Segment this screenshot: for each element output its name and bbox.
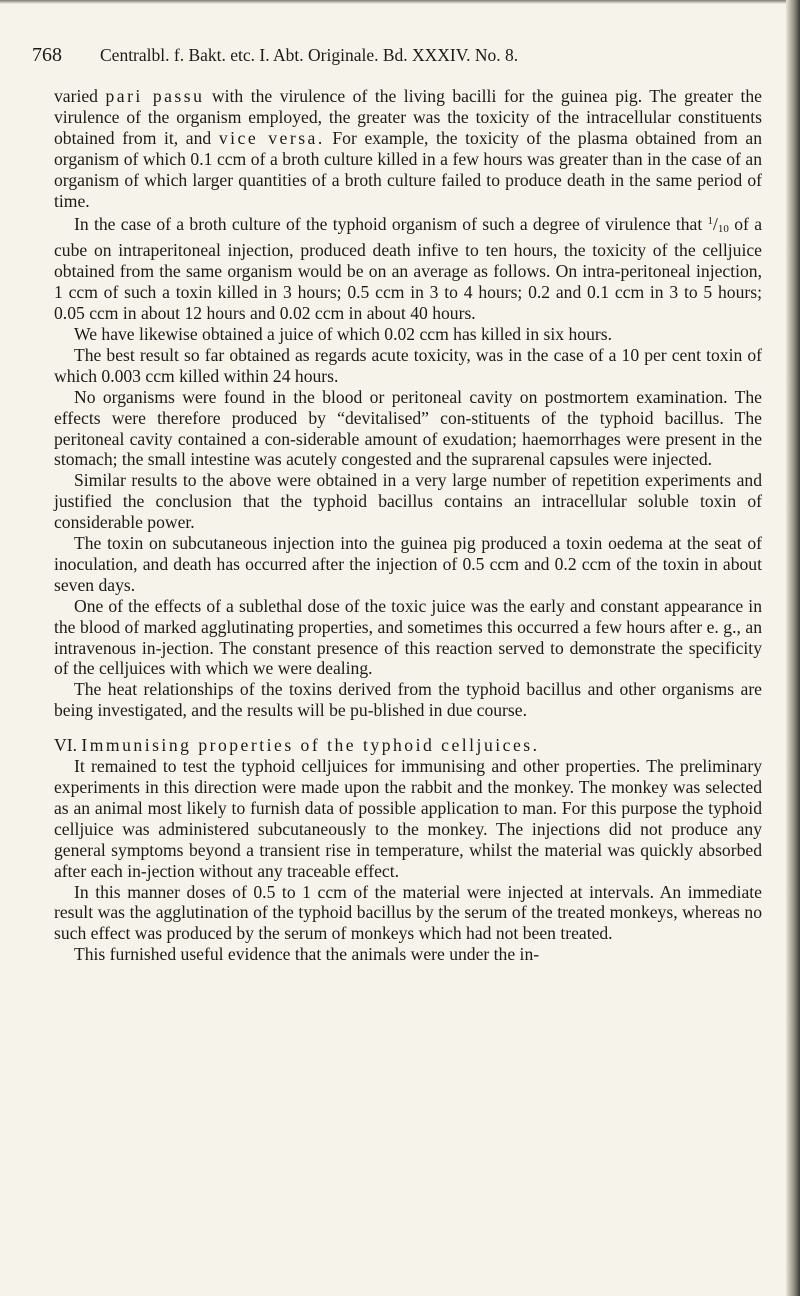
spaced-phrase: pari passu <box>105 86 205 106</box>
page-binding-edge <box>786 0 800 1296</box>
paragraph-group-1 <box>54 86 762 721</box>
running-head: Centralbl. f. Bakt. etc. I. Abt. Originale. Bd. XXXIV. No. 8. <box>100 45 519 65</box>
paragraph <box>54 387 762 471</box>
section-heading <box>54 735 762 756</box>
section-number: VI. <box>54 735 77 756</box>
paragraph <box>54 882 762 945</box>
paragraph <box>54 756 762 881</box>
text-run: The best result so far obtained as regards acute toxicity, was in the case of a 10 per cent toxin of which 0.003 ccm killed within 24 hours. <box>54 344 762 386</box>
text-run: One of the effects of a sublethal dose of the toxic juice was the early and constant appearance in the blood of marked agglutinating properties, and sometimes this occurred a few hours after e. g., an intravenous in-jection. The constant presence of this reaction served to demonstrate the specificity of the celljuices with which we were dealing. <box>54 595 762 679</box>
page-header <box>32 44 752 74</box>
paragraph <box>54 679 762 721</box>
paragraph <box>54 211 762 324</box>
spaced-phrase: vice versa. <box>218 127 325 148</box>
paragraph <box>54 345 762 387</box>
paragraph <box>54 944 762 965</box>
paragraph-group-2 <box>54 756 762 965</box>
text-run: The toxin on subcutaneous injection into the guinea pig produced a toxin oedema at the seat of inoculation, and death has occurred after the injection of 0.5 ccm and 0.2 ccm of the toxin in about seven days. <box>54 533 762 595</box>
body-text <box>54 86 762 965</box>
page-number: 768 <box>32 44 62 66</box>
paragraph <box>54 324 762 345</box>
text-run: In this manner doses of 0.5 to 1 ccm of the material were injected at intervals. An immediate result was the agglutination of the typhoid bacillus by the serum of the treated monkeys, whereas no such effect was produced by the serum of monkeys which had not been treated. <box>54 881 762 944</box>
text-run: For example, the toxicity of the plasma obtained from an organism of which 0.1 ccm of a broth culture killed in a few hours was greater than in the case of an organism of which larger quantities of a broth culture failed to produce death in the same period of time. <box>54 127 762 211</box>
text-run: The heat relationships of the toxins derived from the typhoid bacillus and other organisms are being investigated, and the results will be pu-blished in due course. <box>54 679 762 721</box>
text-run: This furnished useful evidence that the animals were under the in- <box>74 944 540 965</box>
section-gap <box>54 721 762 735</box>
paragraph <box>54 470 762 533</box>
text-run: No organisms were found in the blood or peritoneal cavity on postmortem examination. The effects were therefore produced by “devitalised” con-stituents of the typhoid bacillus. The peritoneal cavity contained a con-siderable amount of exudation; haemorrhages were present in the stomach; the small intestine was acutely congested and the suprarenal capsules were injected. <box>54 386 762 470</box>
text-run: In the case of a broth culture of the typhoid organism of such a degree of virulence that <box>74 214 708 235</box>
text-run: We have likewise obtained a juice of which 0.02 ccm has killed in six hours. <box>74 323 612 344</box>
text-run: with the virulence of the living bacilli for the guinea pig. The greater the virulence of the organism employed, the greater was the toxicity of the intracellular constituents obtained from it, and <box>54 86 762 148</box>
text-run: It remained to test the typhoid celljuices for immunising and other properties. The preliminary experiments in this direction were made upon the rabbit and the monkey. The monkey was selected as an animal most likely to furnish data of possible application to man. For this purpose the typhoid celljuice was administered subcutaneously to the monkey. The injections did not produce any general symptoms beyond a transient rise in temperature, whilst the material was quickly absorbed after each in-jection without any traceable effect. <box>54 756 762 881</box>
text-run: varied <box>54 86 106 106</box>
section-title: Immunising properties of the typhoid celljuices. <box>81 735 540 756</box>
text-run: Similar results to the above were obtained in a very large number of repetition experiments and justified the conclusion that the typhoid bacillus contains an intracellular soluble toxin of considerable power. <box>54 470 762 533</box>
text-run: of a cube on intraperitoneal injection, produced death infive to ten hours, the toxicity of the celljuice obtained from the same organism would be on an average as follows. On intra-peritoneal injection, 1 ccm of such a toxin killed in 3 hours; 0.5 ccm in 3 to 4 hours; 0.2 and 0.1 ccm in 3 to 5 hours; 0.05 ccm in about 12 hours and 0.02 ccm in about 40 hours. <box>54 214 762 324</box>
paragraph <box>54 596 762 680</box>
page-top-edge <box>0 0 786 4</box>
paragraph <box>54 533 762 596</box>
fraction: $^1/_{10}$ <box>707 214 729 236</box>
paragraph <box>54 86 762 211</box>
